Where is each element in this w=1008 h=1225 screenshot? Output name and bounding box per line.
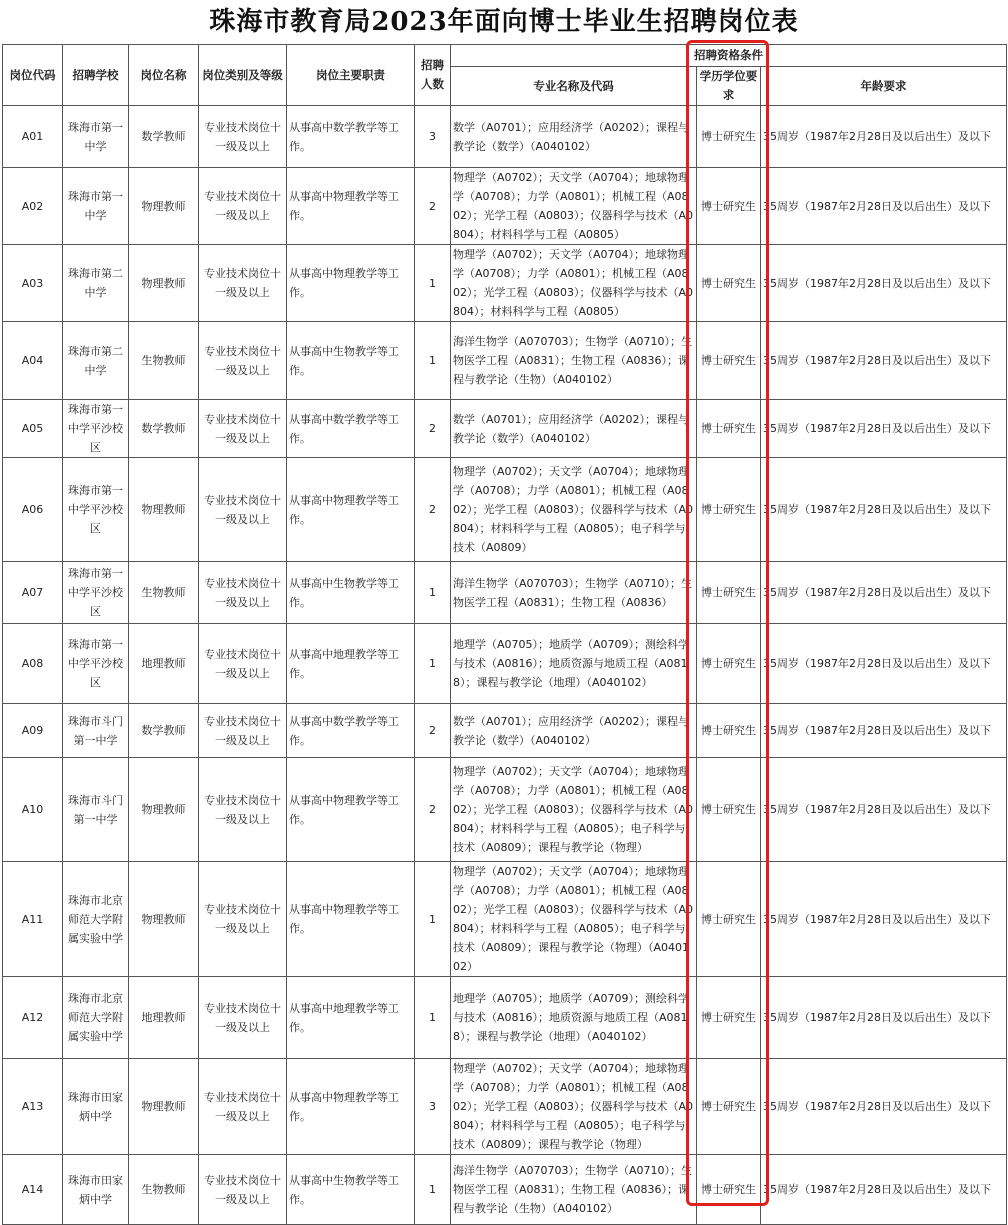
post-category-cell: 专业技术岗位十一级及以上 (199, 758, 287, 862)
headcount-cell: 2 (415, 400, 451, 458)
post-category-cell: 专业技术岗位十一级及以上 (199, 106, 287, 168)
age-cell: 35周岁（1987年2月28日及以后出生）及以下 (761, 106, 1007, 168)
age-cell: 35周岁（1987年2月28日及以后出生）及以下 (761, 245, 1007, 322)
age-cell: 35周岁（1987年2月28日及以后出生）及以下 (761, 758, 1007, 862)
duty-cell: 从事高中数学教学等工作。 (287, 106, 415, 168)
duty-cell: 从事高中生物教学等工作。 (287, 1155, 415, 1225)
age-cell: 35周岁（1987年2月28日及以后出生）及以下 (761, 562, 1007, 624)
page-title: 珠海市教育局2023年面向博士毕业生招聘岗位表 (209, 7, 799, 37)
post-name-cell: 生物教师 (129, 1155, 199, 1225)
degree-cell: 博士研究生 (697, 862, 761, 977)
major-cell: 数学（A0701）；应用经济学（A0202）；课程与教学论（数学）（A040102） (451, 400, 697, 458)
post-code-cell: A01 (3, 106, 63, 168)
post-code-cell: A13 (3, 1059, 63, 1155)
major-cell: 物理学（A0702）；天文学（A0704）；地球物理学（A0708）；力学（A0801）；机械工程（A0802）；光学工程（A0803）；仪器科学与技术（A0804）；材料科学与工程（A0805） (451, 168, 697, 245)
post-code-cell: A02 (3, 168, 63, 245)
degree-cell: 博士研究生 (697, 245, 761, 322)
degree-cell: 博士研究生 (697, 168, 761, 245)
degree-cell: 博士研究生 (697, 704, 761, 758)
table-body (3, 106, 1007, 1225)
post-category-cell: 专业技术岗位十一级及以上 (199, 458, 287, 562)
headcount-cell: 1 (415, 245, 451, 322)
degree-cell: 博士研究生 (697, 758, 761, 862)
post-name-cell: 生物教师 (129, 562, 199, 624)
major-cell: 物理学（A0702）；天文学（A0704）；地球物理学（A0708）；力学（A0801）；机械工程（A0802）；光学工程（A0803）；仪器科学与技术（A0804）；材料科学与工程（A0805）；电子科学与技术（A0809） (451, 458, 697, 562)
major-cell: 地理学（A0705）；地质学（A0709）；测绘科学与技术（A0816）；地质资源与地质工程（A0818）；课程与教学论（地理）（A040102） (451, 977, 697, 1059)
header-post: 岗位名称 (129, 45, 199, 106)
school-cell: 珠海市第一中学平沙校区 (63, 400, 129, 458)
school-cell: 珠海市第一中学平沙校区 (63, 562, 129, 624)
table-row (3, 106, 1007, 168)
school-cell: 珠海市斗门第一中学 (63, 758, 129, 862)
post-name-cell: 物理教师 (129, 458, 199, 562)
duty-cell: 从事高中生物教学等工作。 (287, 562, 415, 624)
school-cell: 珠海市第一中学平沙校区 (63, 458, 129, 562)
school-cell: 珠海市斗门第一中学 (63, 704, 129, 758)
school-cell: 珠海市北京师范大学附属实验中学 (63, 977, 129, 1059)
major-cell: 海洋生物学（A070703）；生物学（A0710）；生物医学工程（A0831）；生物工程（A0836）；课程与教学论（生物）（A040102） (451, 1155, 697, 1225)
age-cell: 35周岁（1987年2月28日及以后出生）及以下 (761, 168, 1007, 245)
table-row (3, 458, 1007, 562)
post-category-cell: 专业技术岗位十一级及以上 (199, 400, 287, 458)
post-code-cell: A06 (3, 458, 63, 562)
headcount-cell: 2 (415, 758, 451, 862)
major-cell: 物理学（A0702）；天文学（A0704）；地球物理学（A0708）；力学（A0801）；机械工程（A0802）；光学工程（A0803）；仪器科学与技术（A0804）；材料科学与工程（A0805）；电子科学与技术（A0809）；课程与教学论（物理） (451, 1059, 697, 1155)
post-name-cell: 地理教师 (129, 624, 199, 704)
table-row (3, 322, 1007, 400)
headcount-cell: 1 (415, 624, 451, 704)
headcount-cell: 3 (415, 1059, 451, 1155)
degree-cell: 博士研究生 (697, 1155, 761, 1225)
post-category-cell: 专业技术岗位十一级及以上 (199, 245, 287, 322)
post-category-cell: 专业技术岗位十一级及以上 (199, 1155, 287, 1225)
age-cell: 35周岁（1987年2月28日及以后出生）及以下 (761, 458, 1007, 562)
major-cell: 物理学（A0702）；天文学（A0704）；地球物理学（A0708）；力学（A0801）；机械工程（A0802）；光学工程（A0803）；仪器科学与技术（A0804）；材料科学与工程（A0805）；电子科学与技术（A0809）；课程与教学论（物理）（A040102） (451, 862, 697, 977)
header-duty: 岗位主要职责 (287, 45, 415, 106)
degree-cell: 博士研究生 (697, 562, 761, 624)
header-age: 年龄要求 (761, 67, 1007, 106)
post-code-cell: A09 (3, 704, 63, 758)
duty-cell: 从事高中物理教学等工作。 (287, 1059, 415, 1155)
duty-cell: 从事高中物理教学等工作。 (287, 245, 415, 322)
post-name-cell: 物理教师 (129, 862, 199, 977)
degree-cell: 博士研究生 (697, 977, 761, 1059)
major-cell: 数学（A0701）；应用经济学（A0202）；课程与教学论（数学）（A040102） (451, 106, 697, 168)
post-code-cell: A03 (3, 245, 63, 322)
post-category-cell: 专业技术岗位十一级及以上 (199, 862, 287, 977)
age-cell: 35周岁（1987年2月28日及以后出生）及以下 (761, 624, 1007, 704)
post-category-cell: 专业技术岗位十一级及以上 (199, 704, 287, 758)
age-cell: 35周岁（1987年2月28日及以后出生）及以下 (761, 1155, 1007, 1225)
post-name-cell: 数学教师 (129, 704, 199, 758)
post-name-cell: 物理教师 (129, 168, 199, 245)
school-cell: 珠海市第一中学 (63, 168, 129, 245)
major-cell: 海洋生物学（A070703）；生物学（A0710）；生物医学工程（A0831）；生物工程（A0836） (451, 562, 697, 624)
age-cell: 35周岁（1987年2月28日及以后出生）及以下 (761, 400, 1007, 458)
table-row (3, 1155, 1007, 1225)
school-cell: 珠海市田家炳中学 (63, 1059, 129, 1155)
post-name-cell: 物理教师 (129, 245, 199, 322)
post-category-cell: 专业技术岗位十一级及以上 (199, 168, 287, 245)
header-category: 岗位类别及等级 (199, 45, 287, 106)
post-category-cell: 专业技术岗位十一级及以上 (199, 1059, 287, 1155)
header-count: 招聘人数 (415, 45, 451, 106)
headcount-cell: 2 (415, 458, 451, 562)
headcount-cell: 2 (415, 704, 451, 758)
table-row (3, 758, 1007, 862)
post-name-cell: 地理教师 (129, 977, 199, 1059)
headcount-cell: 1 (415, 977, 451, 1059)
post-name-cell: 生物教师 (129, 322, 199, 400)
school-cell: 珠海市北京师范大学附属实验中学 (63, 862, 129, 977)
degree-cell: 博士研究生 (697, 400, 761, 458)
table-row (3, 704, 1007, 758)
post-name-cell: 物理教师 (129, 758, 199, 862)
headcount-cell: 1 (415, 562, 451, 624)
school-cell: 珠海市第二中学 (63, 322, 129, 400)
post-code-cell: A11 (3, 862, 63, 977)
header-school: 招聘学校 (63, 45, 129, 106)
duty-cell: 从事高中物理教学等工作。 (287, 458, 415, 562)
duty-cell: 从事高中数学教学等工作。 (287, 400, 415, 458)
headcount-cell: 1 (415, 322, 451, 400)
header-major: 专业名称及代码 (451, 67, 697, 106)
table-row (3, 1059, 1007, 1155)
post-code-cell: A14 (3, 1155, 63, 1225)
post-category-cell: 专业技术岗位十一级及以上 (199, 322, 287, 400)
post-name-cell: 数学教师 (129, 106, 199, 168)
age-cell: 35周岁（1987年2月28日及以后出生）及以下 (761, 704, 1007, 758)
major-cell: 物理学（A0702）；天文学（A0704）；地球物理学（A0708）；力学（A0801）；机械工程（A0802）；光学工程（A0803）；仪器科学与技术（A0804）；材料科学与工程（A0805） (451, 245, 697, 322)
post-code-cell: A07 (3, 562, 63, 624)
post-name-cell: 物理教师 (129, 1059, 199, 1155)
degree-cell: 博士研究生 (697, 624, 761, 704)
age-cell: 35周岁（1987年2月28日及以后出生）及以下 (761, 322, 1007, 400)
duty-cell: 从事高中数学教学等工作。 (287, 704, 415, 758)
school-cell: 珠海市田家炳中学 (63, 1155, 129, 1225)
post-code-cell: A12 (3, 977, 63, 1059)
school-cell: 珠海市第一中学平沙校区 (63, 624, 129, 704)
table-row (3, 862, 1007, 977)
table-row (3, 168, 1007, 245)
table-row (3, 624, 1007, 704)
duty-cell: 从事高中生物教学等工作。 (287, 322, 415, 400)
duty-cell: 从事高中物理教学等工作。 (287, 168, 415, 245)
duty-cell: 从事高中物理教学等工作。 (287, 862, 415, 977)
headcount-cell: 1 (415, 1155, 451, 1225)
duty-cell: 从事高中地理教学等工作。 (287, 977, 415, 1059)
major-cell: 海洋生物学（A070703）；生物学（A0710）；生物医学工程（A0831）；生物工程（A0836）；课程与教学论（生物）（A040102） (451, 322, 697, 400)
degree-cell: 博士研究生 (697, 458, 761, 562)
degree-cell: 博士研究生 (697, 1059, 761, 1155)
header-degree: 学历学位要求 (697, 67, 761, 106)
degree-cell: 博士研究生 (697, 106, 761, 168)
headcount-cell: 3 (415, 106, 451, 168)
table-row (3, 400, 1007, 458)
table-row (3, 977, 1007, 1059)
age-cell: 35周岁（1987年2月28日及以后出生）及以下 (761, 1059, 1007, 1155)
school-cell: 珠海市第一中学 (63, 106, 129, 168)
post-category-cell: 专业技术岗位十一级及以上 (199, 562, 287, 624)
headcount-cell: 1 (415, 862, 451, 977)
post-code-cell: A04 (3, 322, 63, 400)
header-conditions: 招聘资格条件 (451, 45, 1007, 67)
degree-cell: 博士研究生 (697, 322, 761, 400)
post-code-cell: A08 (3, 624, 63, 704)
table-row (3, 562, 1007, 624)
header-code: 岗位代码 (3, 45, 63, 106)
age-cell: 35周岁（1987年2月28日及以后出生）及以下 (761, 977, 1007, 1059)
age-cell: 35周岁（1987年2月28日及以后出生）及以下 (761, 862, 1007, 977)
table-row (3, 245, 1007, 322)
post-code-cell: A05 (3, 400, 63, 458)
duty-cell: 从事高中物理教学等工作。 (287, 758, 415, 862)
post-category-cell: 专业技术岗位十一级及以上 (199, 624, 287, 704)
recruitment-table (2, 44, 1007, 1225)
school-cell: 珠海市第二中学 (63, 245, 129, 322)
post-code-cell: A10 (3, 758, 63, 862)
major-cell: 物理学（A0702）；天文学（A0704）；地球物理学（A0708）；力学（A0801）；机械工程（A0802）；光学工程（A0803）；仪器科学与技术（A0804）；材料科学与工程（A0805）；电子科学与技术（A0809）；课程与教学论（物理） (451, 758, 697, 862)
headcount-cell: 2 (415, 168, 451, 245)
major-cell: 数学（A0701）；应用经济学（A0202）；课程与教学论（数学）（A040102） (451, 704, 697, 758)
duty-cell: 从事高中地理教学等工作。 (287, 624, 415, 704)
major-cell: 地理学（A0705）；地质学（A0709）；测绘科学与技术（A0816）；地质资源与地质工程（A0818）；课程与教学论（地理）（A040102） (451, 624, 697, 704)
post-category-cell: 专业技术岗位十一级及以上 (199, 977, 287, 1059)
post-name-cell: 数学教师 (129, 400, 199, 458)
